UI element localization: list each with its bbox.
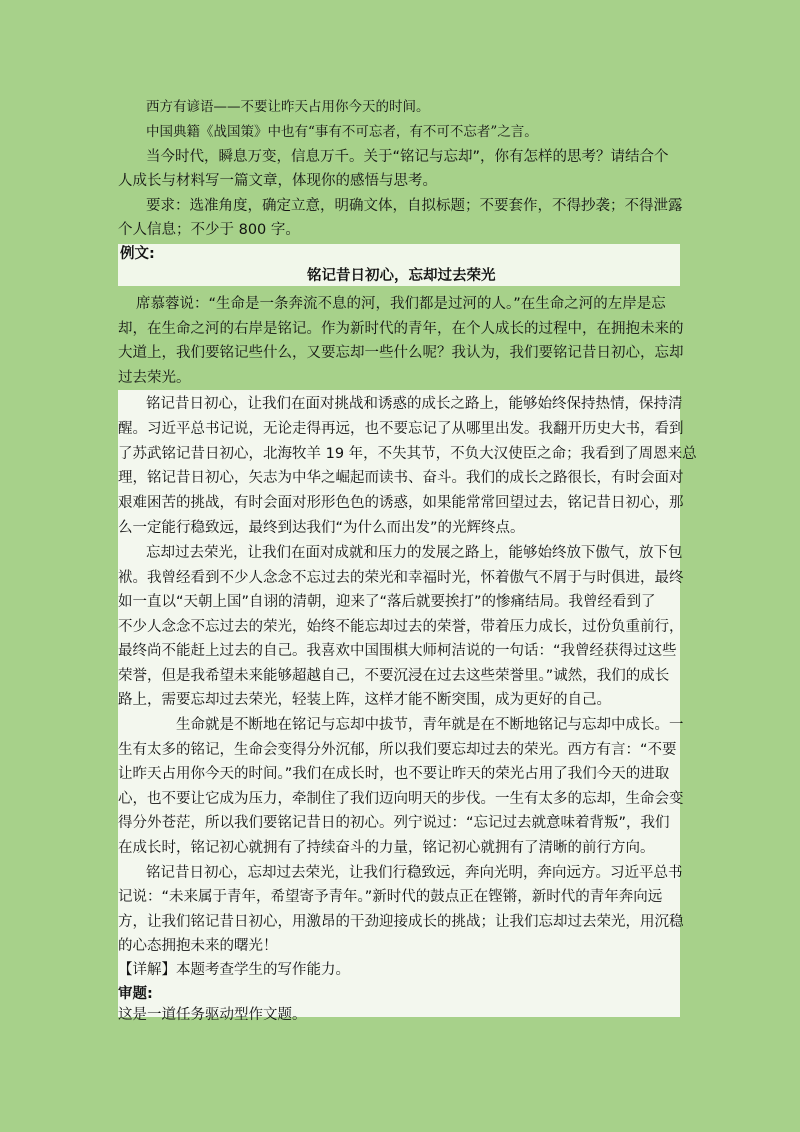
intro-line: 过去荣光。 xyxy=(118,370,191,386)
para-line: 理，铭记昔日初心，矢志为中华之崛起而读书、奋斗。我们的成长之路很长，有时会面对 xyxy=(118,470,684,486)
para-line: 生有太多的铭记，生命会变得分外沉郁，所以我们要忘却过去的荣光。西方有言：“不要 xyxy=(118,742,677,758)
para-line: 生命就是不断地在铭记与忘却中拔节，青年就是在不断地铭记与忘却中成长。一 xyxy=(176,717,684,733)
para-line: 方，让我们铭记昔日初心，用激昂的干劲迎接成长的挑战；让我们忘却过去荣光，用沉稳 xyxy=(118,914,684,930)
para-line: 么一定能行稳致远，最终到达我们“为什么而出发”的光辉终点。 xyxy=(118,520,525,536)
prompt-line-4: 人成长与材料写一篇文章，体现你的感悟与思考。 xyxy=(118,173,437,189)
para-line: 了苏武铭记昔日初心，北海牧羊 19 年，不失其节，不负大汉使臣之命；我看到了周恩来总 xyxy=(118,446,697,462)
prompt-line-3: 当今时代，瞬息万变，信息万千。关于“铭记与忘却”，你有怎样的思考？请结合个 xyxy=(146,149,669,165)
para-line: 的心态拥抱未来的曙光！ xyxy=(118,938,278,954)
para-line: 在成长时，铭记初心就拥有了持续奋斗的力量，铭记初心就拥有了清晰的前行方向。 xyxy=(118,840,655,856)
intro-line: 却，在生命之河的右岸是铭记。作为新时代的青年，在个人成长的过程中，在拥抱未来的 xyxy=(118,321,684,337)
para-line: 袱。我曾经看到不少人念念不忘过去的荣光和幸福时光，怀着傲气不屑于与时俱进，最终 xyxy=(118,570,684,586)
para-line: 让昨天占用你今天的时间。”我们在成长时，也不要让昨天的荣光占用了我们今天的进取 xyxy=(118,766,670,782)
prompt-line-2: 中国典籍《战国策》中也有“事有不可忘者，有不可不忘者”之言。 xyxy=(146,124,538,140)
para-line: 路上，需要忘却过去荣光，轻装上阵，这样才能不断突围，成为更好的自己。 xyxy=(118,692,611,708)
para-line: 最终尚不能赶上过去的自己。我喜欢中国围棋大师柯洁说的一句话：“我曾经获得过这些 xyxy=(118,643,677,659)
para-line: 铭记昔日初心，让我们在面对挑战和诱惑的成长之路上，能够始终保持热情，保持清 xyxy=(146,396,683,412)
detail-line: 【详解】本题考查学生的写作能力。 xyxy=(118,962,350,978)
para-line: 如一直以“天朝上国”自诩的清朝，迎来了“落后就要挨打”的惨痛结局。我曾经看到了 xyxy=(118,594,656,610)
para-line: 忘却过去荣光，让我们在面对成就和压力的发展之路上，能够始终放下傲气，放下包 xyxy=(146,545,683,561)
para-line: 心，也不要让它成为压力，牵制住了我们迈向明天的步伐。一生有太多的忘却，生命会变 xyxy=(118,791,684,807)
intro-line: 席慕蓉说：“生命是一条奔流不息的河，我们都是过河的人。”在生命之河的左岸是忘 xyxy=(136,296,666,312)
intro-line: 大道上，我们要铭记些什么，又要忘却一些什么呢？我认为，我们要铭记昔日初心，忘却 xyxy=(118,345,684,361)
para-line: 得分外苍茫，所以我们要铭记昔日的初心。列宁说过：“忘记过去就意味着背叛”，我们 xyxy=(118,815,670,831)
analysis-heading: 审题: xyxy=(118,986,153,1002)
para-line: 荣誉，但是我希望未来能够超越自己，不要沉浸在过去这些荣誉里。”诚然，我们的成长 xyxy=(118,668,670,684)
example-label: 例文: xyxy=(120,246,155,262)
para-line: 艰难困苦的挑战，有时会面对形形色色的诱惑，如果能常常回望过去，铭记昔日初心，那 xyxy=(118,495,684,511)
para-line: 醒。习近平总书记说，无论走得再远，也不要忘记了从哪里出发。我翻开历史大书，看到 xyxy=(118,421,684,437)
para-line: 铭记昔日初心，忘却过去荣光，让我们行稳致远，奔向光明，奔向远方。习近平总书 xyxy=(146,865,683,881)
para-line: 不少人念念不忘过去的荣光，始终不能忘却过去的荣誉，带着压力成长，过份负重前行， xyxy=(118,619,684,635)
prompt-line-1: 西方有谚语——不要让昨天占用你今天的时间。 xyxy=(146,99,430,115)
analysis-text: 这是一道任务驱动型作文题。 xyxy=(118,1007,307,1023)
para-line: 记说：“未来属于青年，希望寄予青年。”新时代的鼓点正在铿锵，新时代的青年奔向远 xyxy=(118,889,663,905)
essay-title: 铭记昔日初心，忘却过去荣光 xyxy=(307,268,496,284)
prompt-line-5: 要求：选准角度，确定立意，明确文体，自拟标题；不要套作，不得抄袭；不得泄露 xyxy=(146,198,683,214)
prompt-line-6: 个人信息；不少于 800 字。 xyxy=(118,222,300,238)
